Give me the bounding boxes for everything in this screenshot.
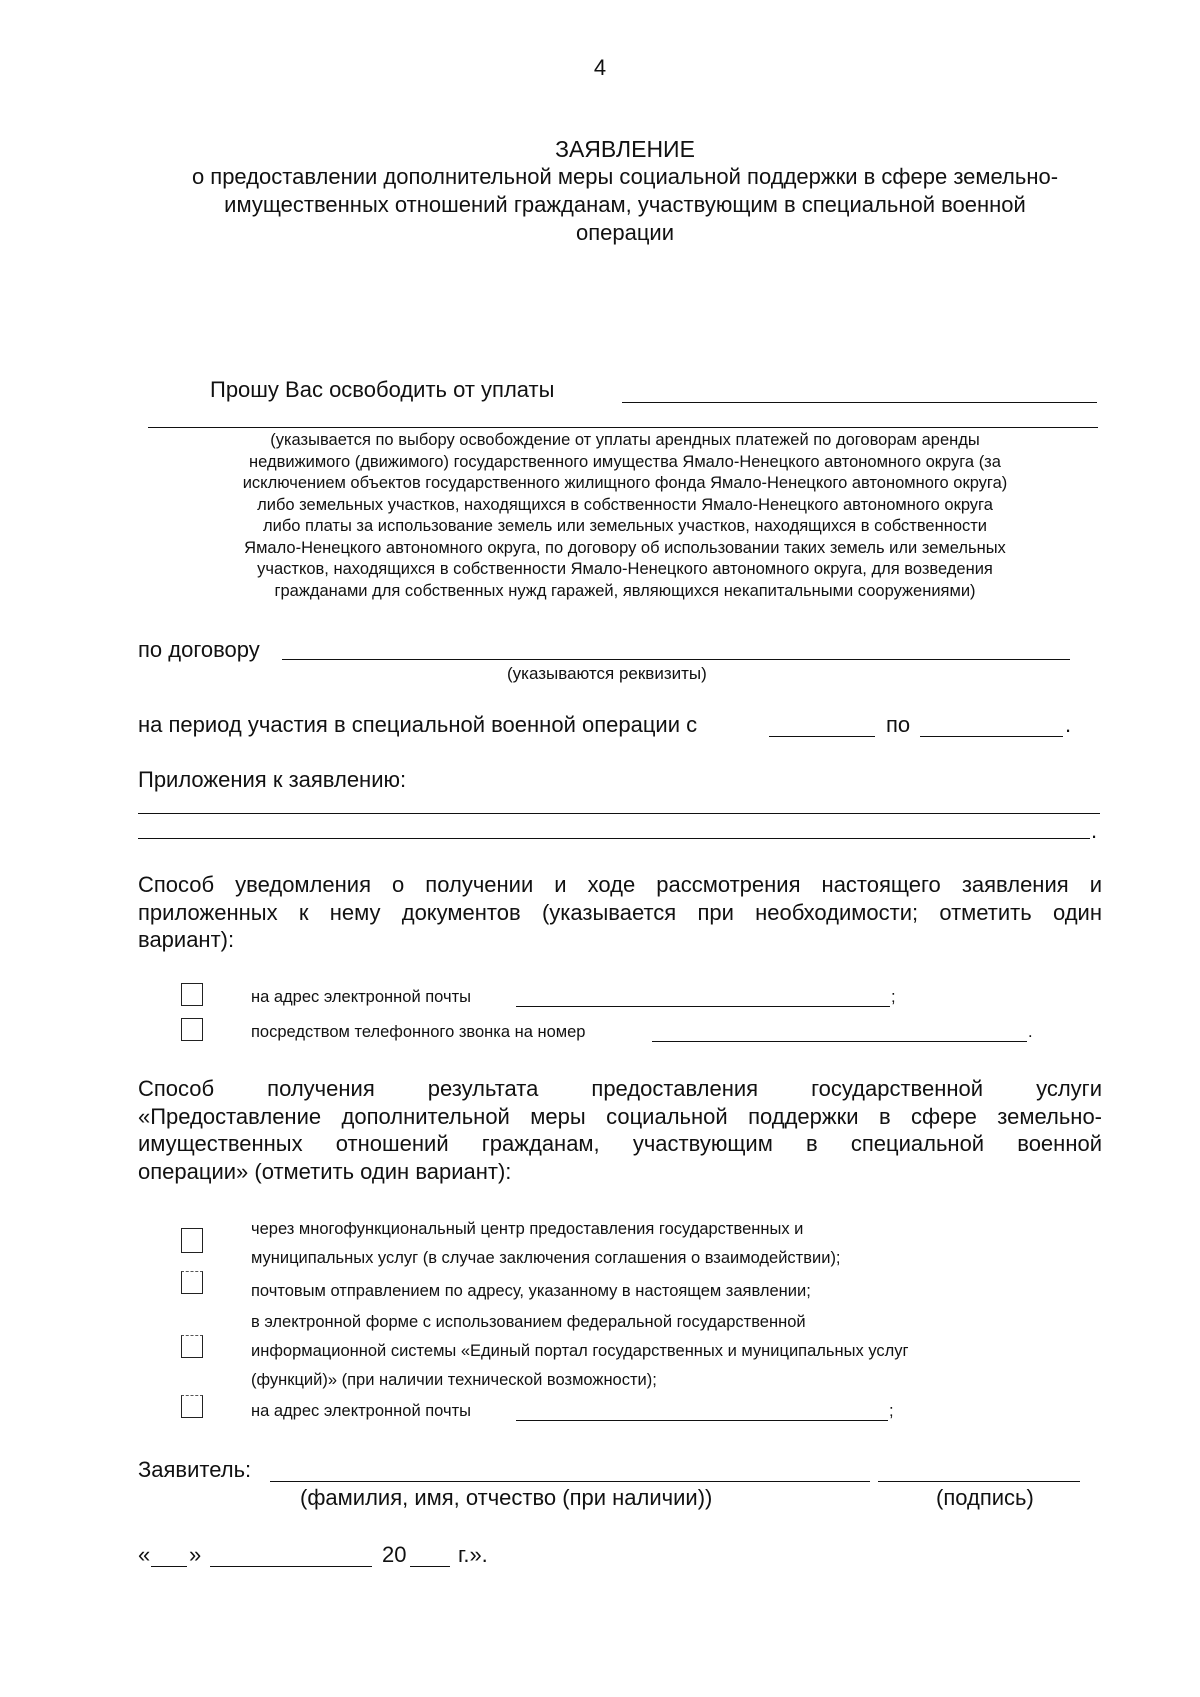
result-heading: [138, 1075, 1102, 1185]
date-close-quote: »: [189, 1542, 202, 1567]
result-post-label: почтовым отправлением по адресу, указанному в настоящем заявлении;: [251, 1282, 811, 1300]
date-year-prefix: 20: [382, 1542, 407, 1567]
note-line: либо платы за использование земель или земельных участков, находящихся в собственности: [262, 517, 988, 535]
date-month-input[interactable]: [210, 1566, 372, 1567]
period-text: на период участия в специальной военной операции с: [138, 712, 698, 737]
request-note: [120, 430, 1130, 602]
subtitle-line: о предоставлении дополнительной меры социальной поддержки в сфере земельно-: [191, 164, 1059, 189]
note-line: либо земельных участков, находящихся в собственности Ямало-Ненецкого автономного округа: [257, 495, 993, 514]
result-epgu-checkbox[interactable]: [181, 1335, 203, 1358]
document-subtitle: [100, 163, 1150, 247]
contract-input-line[interactable]: [282, 659, 1070, 660]
date-open-quote: «: [138, 1542, 151, 1567]
request-input-line[interactable]: [622, 402, 1097, 403]
subtitle-line: имущественных отношений гражданам, участвующим в специальной военной: [224, 192, 1026, 217]
date-year-input[interactable]: [410, 1566, 450, 1567]
notify-line: приложенных к нему документов (указывается при необходимости; отметить один: [138, 899, 1102, 925]
notify-email-label: на адрес электронной почты: [251, 988, 472, 1006]
period-start-input[interactable]: [769, 736, 875, 737]
result-email-input[interactable]: [516, 1420, 888, 1421]
result-epgu-label-3: (функций)» (при наличии технической возможности);: [251, 1371, 657, 1389]
page-number: 4: [593, 55, 607, 80]
subtitle-line: операции: [575, 220, 675, 245]
attachments-end: .: [1091, 818, 1098, 843]
applicant-sign-note: (подпись): [936, 1485, 1034, 1510]
result-email-checkbox[interactable]: [181, 1395, 203, 1418]
attachments-line-2[interactable]: [138, 838, 1090, 839]
notify-phone-label: посредством телефонного звонка на номер: [251, 1023, 586, 1041]
result-mfc-checkbox[interactable]: [181, 1228, 203, 1253]
notify-line: вариант):: [138, 927, 235, 952]
notify-email-end: ;: [891, 988, 896, 1006]
period-end-dot: .: [1065, 712, 1072, 737]
result-mfc-label-2: муниципальных услуг (в случае заключения соглашения о взаимодействии);: [251, 1249, 841, 1267]
result-mfc-label-1: через многофункциональный центр предоставления государственных и: [251, 1220, 804, 1238]
attachments-label: Приложения к заявлению:: [138, 767, 407, 792]
note-line: участков, находящихся в собственности Ямало-Ненецкого автономного округа, для возведения: [257, 560, 993, 578]
document-title: ЗАЯВЛЕНИЕ: [555, 136, 695, 162]
notify-email-checkbox[interactable]: [181, 983, 203, 1006]
result-line: Способ получения результата предоставления государственной услуги: [138, 1076, 1102, 1101]
attachments-line-1[interactable]: [138, 813, 1100, 814]
applicant-sign-input[interactable]: [878, 1481, 1080, 1482]
notify-heading: [138, 871, 1102, 954]
notify-phone-input[interactable]: [652, 1041, 1027, 1042]
request-input-line-2[interactable]: [148, 427, 1098, 428]
applicant-name-input[interactable]: [270, 1481, 870, 1482]
contract-label: по договору: [138, 637, 260, 662]
applicant-label: Заявитель:: [138, 1457, 252, 1482]
notify-line: Способ уведомления о получении и ходе рассмотрения настоящего заявления и: [138, 872, 1102, 897]
note-line: недвижимого (движимого) государственного имущества Ямало-Ненецкого автономного округа (за: [249, 452, 1001, 471]
applicant-name-note: (фамилия, имя, отчество (при наличии)): [300, 1485, 713, 1510]
period-end-input[interactable]: [920, 736, 1063, 737]
result-line: имущественных отношений гражданам, участвующим в специальной военной: [138, 1131, 1102, 1156]
notify-phone-end: .: [1028, 1023, 1033, 1041]
notify-email-input[interactable]: [516, 1006, 890, 1007]
result-epgu-label-2: информационной системы «Единый портал государственных и муниципальных услуг: [251, 1342, 909, 1360]
result-line: операции» (отметить один вариант):: [138, 1158, 512, 1184]
result-epgu-label-1: в электронной форме с использованием федеральной государственной: [251, 1313, 806, 1331]
result-email-end: ;: [889, 1402, 894, 1420]
contract-note: (указываются реквизиты): [507, 664, 707, 683]
period-to: по: [886, 712, 911, 737]
result-email-label: на адрес электронной почты: [251, 1402, 472, 1420]
request-text: Прошу Вас освободить от уплаты: [210, 377, 555, 402]
date-day-input[interactable]: [151, 1566, 187, 1567]
note-line: (указывается по выбору освобождение от уплаты арендных платежей по договорам аренды: [270, 431, 980, 449]
note-line: исключением объектов государственного жилищного фонда Ямало-Ненецкого автономного округа): [242, 474, 1008, 492]
date-suffix: г.».: [458, 1542, 488, 1567]
note-line: гражданами для собственных нужд гаражей, являющихся некапитальными сооружениями): [274, 581, 976, 600]
notify-phone-checkbox[interactable]: [181, 1018, 203, 1041]
note-line: Ямало-Ненецкого автономного округа, по договору об использовании таких земель или земельных: [244, 538, 1006, 557]
result-line: «Предоставление дополнительной меры социальной поддержки в сфере земельно-: [138, 1103, 1102, 1129]
result-post-checkbox[interactable]: [181, 1271, 203, 1294]
